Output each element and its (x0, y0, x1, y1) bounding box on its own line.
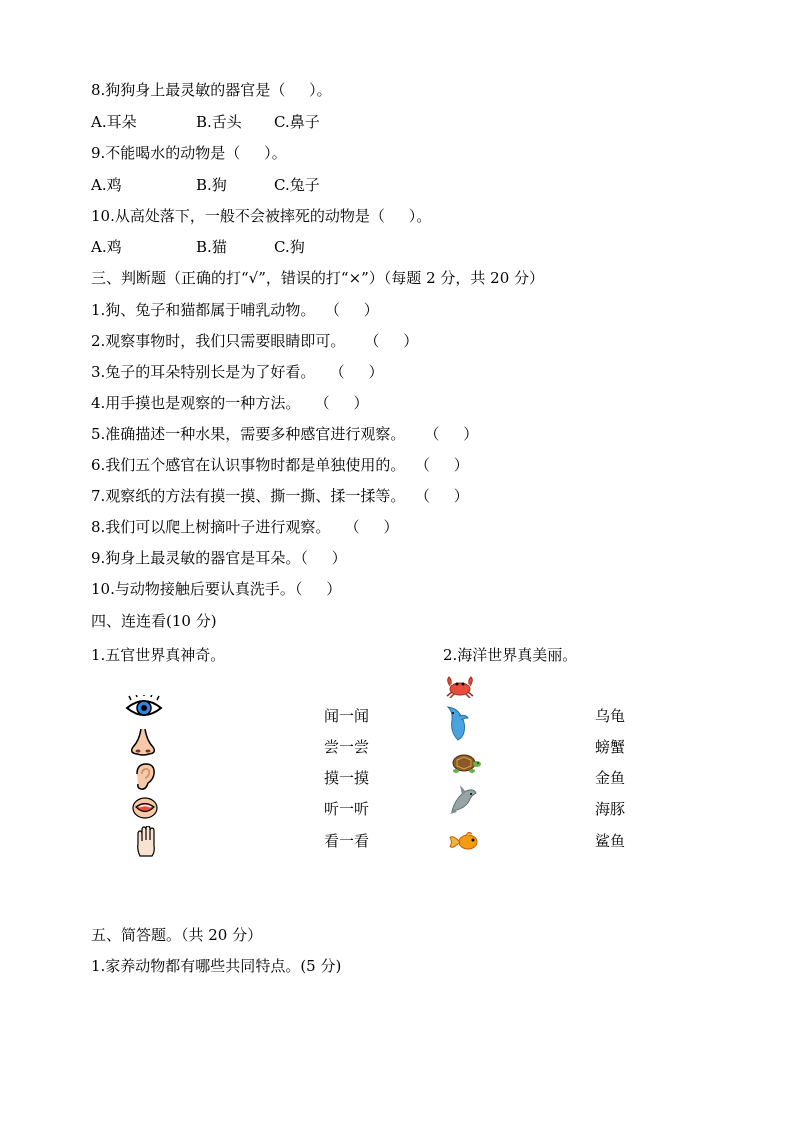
eye-icon (125, 695, 163, 721)
tf-item: 9.狗身上最灵敏的器官是耳朵。（ ） (91, 549, 347, 567)
question-9-option-b: B.狗 (196, 176, 227, 194)
question-8-option-c: C.鼻子 (274, 113, 320, 131)
tf-item: 6.我们五个感官在认识事物时都是单独使用的。 （ ） (91, 456, 469, 474)
tf-item: 1.狗、兔子和猫都属于哺乳动物。 （ ） (91, 301, 379, 319)
sense-word: 看一看 (324, 832, 370, 850)
tf-item: 3.兔子的耳朵特别长是为了好看。 （ ） (91, 363, 384, 381)
question-10-option-a: A.鸡 (91, 238, 122, 256)
animal-word: 乌龟 (595, 707, 626, 725)
animal-word: 鲨鱼 (595, 832, 626, 850)
tf-item: 4.用手摸也是观察的一种方法。 （ ） (91, 394, 369, 412)
sense-word: 摸一摸 (324, 769, 370, 787)
section-3-heading: 三、判断题（正确的打“√”，错误的打“×”）（每题 2 分，共 20 分） (91, 269, 545, 287)
sense-word: 尝一尝 (324, 738, 370, 756)
tf-item: 7.观察纸的方法有摸一摸、撕一撕、揉一揉等。 （ ） (91, 487, 469, 505)
tf-item: 2.观察事物时，我们只需要眼睛即可。 （ ） (91, 332, 419, 350)
matching-left-title: 1.五官世界真神奇。 (91, 646, 226, 664)
question-9-option-a: A.鸡 (91, 176, 122, 194)
ear-icon (133, 762, 157, 792)
goldfish-icon (448, 828, 482, 856)
question-10-stem: 10.从高处落下，一般不会被摔死的动物是（ ）。 (91, 207, 432, 225)
tf-item: 10.与动物接触后要认真洗手。（ ） (91, 580, 342, 598)
mouth-icon (131, 796, 159, 820)
nose-icon (127, 727, 159, 757)
question-9-stem: 9.不能喝水的动物是（ ）。 (91, 144, 287, 162)
animal-word: 海豚 (595, 800, 626, 818)
section-5-heading: 五、简答题。（共 20 分） (91, 926, 263, 944)
tf-item: 5.准确描述一种水果，需要多种感官进行观察。 （ ） (91, 425, 479, 443)
animal-word: 金鱼 (595, 769, 626, 787)
hand-icon (135, 826, 159, 860)
shark-icon (448, 783, 478, 815)
question-9-option-c: C.兔子 (274, 176, 320, 194)
crab-icon (444, 674, 476, 698)
dolphin-icon (444, 704, 470, 742)
question-8-option-a: A.耳朵 (91, 113, 137, 131)
question-10-option-c: C.狗 (274, 238, 305, 256)
section-4-heading: 四、连连看(10 分) (91, 612, 217, 630)
turtle-icon (448, 752, 482, 774)
matching-right-title: 2.海洋世界真美丽。 (443, 646, 578, 664)
sense-word: 听一听 (324, 800, 370, 818)
question-8-option-b: B.舌头 (196, 113, 242, 131)
short-answer-question-1: 1.家养动物都有哪些共同特点。(5 分) (91, 957, 342, 975)
question-8-stem: 8.狗狗身上最灵敏的器官是（ ）。 (91, 81, 332, 99)
sense-word: 闻一闻 (324, 707, 370, 725)
tf-item: 8.我们可以爬上树摘叶子进行观察。 （ ） (91, 518, 399, 536)
animal-word: 螃蟹 (595, 738, 626, 756)
question-10-option-b: B.猫 (196, 238, 227, 256)
